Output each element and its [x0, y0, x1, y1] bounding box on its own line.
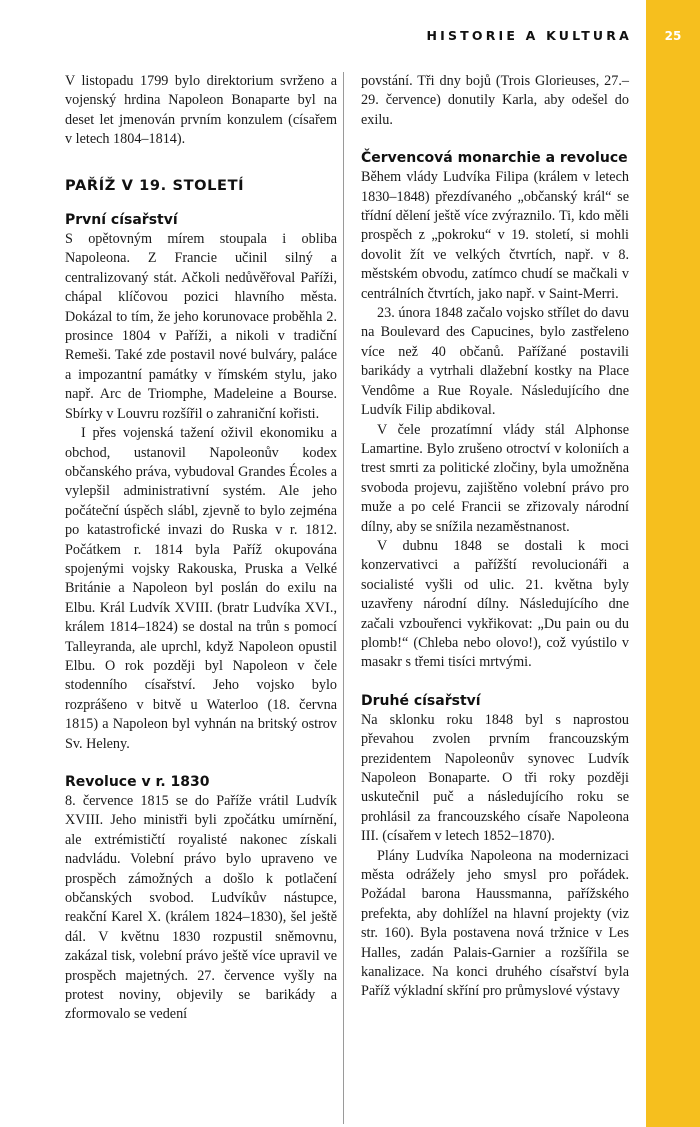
page-number-tab [646, 0, 700, 64]
paragraph: 8. července 1815 se do Paříže vrátil Ludvík XVIII. Jeho ministři byli zpočátku umírnění, ale extrémističtí royalisté nakonec získali nadvládu. Volební právo bylo upraveno ve prospěch zámožných a došlo k potlačení občanských svobod. Ludvíkův nástupce, reakční Karel X. (králem 1824–1830), šel ještě dál. V květnu 1830 rozpustil sněmovnu, zakázal tisk, volební právo ještě více upravil ve prospěch majetných. 27. července vyšly na protest noviny, objevily se barikády a zformovalo se vedení [65, 793, 337, 1023]
section-label: HISTORIE A KULTURA [426, 28, 632, 43]
column-divider [343, 72, 344, 1124]
continuation-paragraph: povstání. Tři dny bojů (Trois Glorieuses, 27.–29. července) donutily Karla, aby odešel do exilu. [361, 73, 629, 128]
section-heading-july-monarchy: Červencová monarchie a revoluce [361, 150, 628, 167]
paragraph: V dubnu 1848 se dostali k moci konzervativci a pařížští revolucionáři a socialisté vyšli od ulic. 21. května byly uzavřeny národní dílny. Následujícího dne začali vzbouřenci vykřikovat: „Du pain ou du plomb!“ (Chleba nebo olovo!), což vyústilo v masakr s třemi tisíci mrtvými. [361, 537, 629, 671]
edge-color-strip [646, 64, 700, 1127]
section-heading-first-empire: První císařství [65, 212, 178, 229]
section-heading-second-empire: Druhé císařství [361, 692, 481, 709]
section-heading-revolution-1830: Revoluce v r. 1830 [65, 774, 210, 790]
paragraph: 23. února 1848 začalo vojsko střílet do davu na Boulevard des Capucines, bylo zastřeleno více než 40 občanů. Pařížané postavili barikády a vytrhali dlažební kostky na Place Vendôme a Rue Royale. Následujícího dne Ludvík Filip abdikoval. [361, 305, 629, 419]
paragraph: Na sklonku roku 1848 byl s naprostou převahou zvolen prvním francouzským prezidentem Napoleonův synovec Ludvík Napoleon Bonaparte. O tři roky později uskutečnil puč a následujícího roku se prohlásil za francouzského císaře Napoleona III. (císařem v letech 1852–1870). [361, 711, 629, 845]
paragraph: S opětovným mírem stoupala i obliba Napoleona. Z Francie učinil silný a centralizovaný stát. Ačkoli nedůvěřoval Paříži, chápal klíčovou pozici hlavního města. Dokázal to tím, že jeho korunovace proběhla 2. prosince 1804 v Paříži, a nikoli v tradiční Remeši. Také zde postavil nové bulváry, paláce a impozantní památky v římském stylu, jako např. Arc de Triomphe, Madeleine a Bourse. Sbírky v Louvru rozšířil o zahraniční kořisti. [65, 231, 337, 422]
intro-paragraph: V listopadu 1799 bylo direktorium svrženo a vojenský hrdina Napoleon Bonaparte byl na deset let jmenován prvním konzulem (císařem v letech 1804–1814). [65, 73, 337, 148]
page-number: 25 [664, 29, 682, 43]
paragraph: I přes vojenská tažení oživil ekonomiku a obchod, ustanovil Napoleonův kodex občanského práva, vybudoval Grandes Écoles a vylepšil administrativní systém. Ale jeho počáteční úspěch slábl, zjevně to bylo zejména po katastrofické invazi do Ruska v r. 1812. Počátkem r. 1814 byla Paříž okupována spojenými vojsky Rakouska, Pruska a Velké Británie a Napoleon byl poslán do exilu na Elbu. Král Ludvík XVIII. (bratr Ludvíka XVI., králem 1814–1824) se dostal na trůn s pomocí Talleyranda, ale uprchl, když Napoleon opustil Elbu. O rok později byl Napoleon v čele stodenního císařství. Jeho vojsko bylo rozprášeno v bitvě u Waterloo (18. června 1815) a Napoleon byl vyhnán na britský ostrov Sv. Heleny. [65, 425, 337, 752]
paragraph: V čele prozatímní vlády stál Alphonse Lamartine. Bylo zrušeno otroctví v koloniích a trest smrti za politické zločiny, byla umožněna svoboda projevu, zajištěno volební právo pro muže a po celé Francii se zřizovaly národní dílny, aby se snížila nezaměstnanost. [361, 421, 629, 535]
left-column [65, 72, 337, 1025]
paragraph: Během vlády Ludvíka Filipa (králem v letech 1830–1848) přezdívaného „občanský král“ se třídní dělení ještě více zvýraznilo. Ti, kdo měli prospěch z „pokroku“ v 19. století, si mohli dovolit žít ve velkých čtvrtích, např. v 8. městském obvodu, zatímco chudí se mačkali v centrálních čtvrtích, jako např. v Saint-Merri. [361, 169, 629, 302]
paragraph: Plány Ludvíka Napoleona na modernizaci města odrážely jeho smysl pro pořádek. Požádal barona Haussmanna, pařížského prefekta, aby dohlížel na hlavní projekty (viz str. 160). Byla postavena nová tržnice v Les Halles, zadán Palais-Garnier a rozšířila se kanalizace. Na konci druhého císařství byla Paříž výkladní skříní pro průmyslové výstavy [361, 847, 629, 1000]
right-column [361, 72, 629, 1002]
chapter-heading: PAŘÍŽ V 19. STOLETÍ [65, 176, 245, 194]
